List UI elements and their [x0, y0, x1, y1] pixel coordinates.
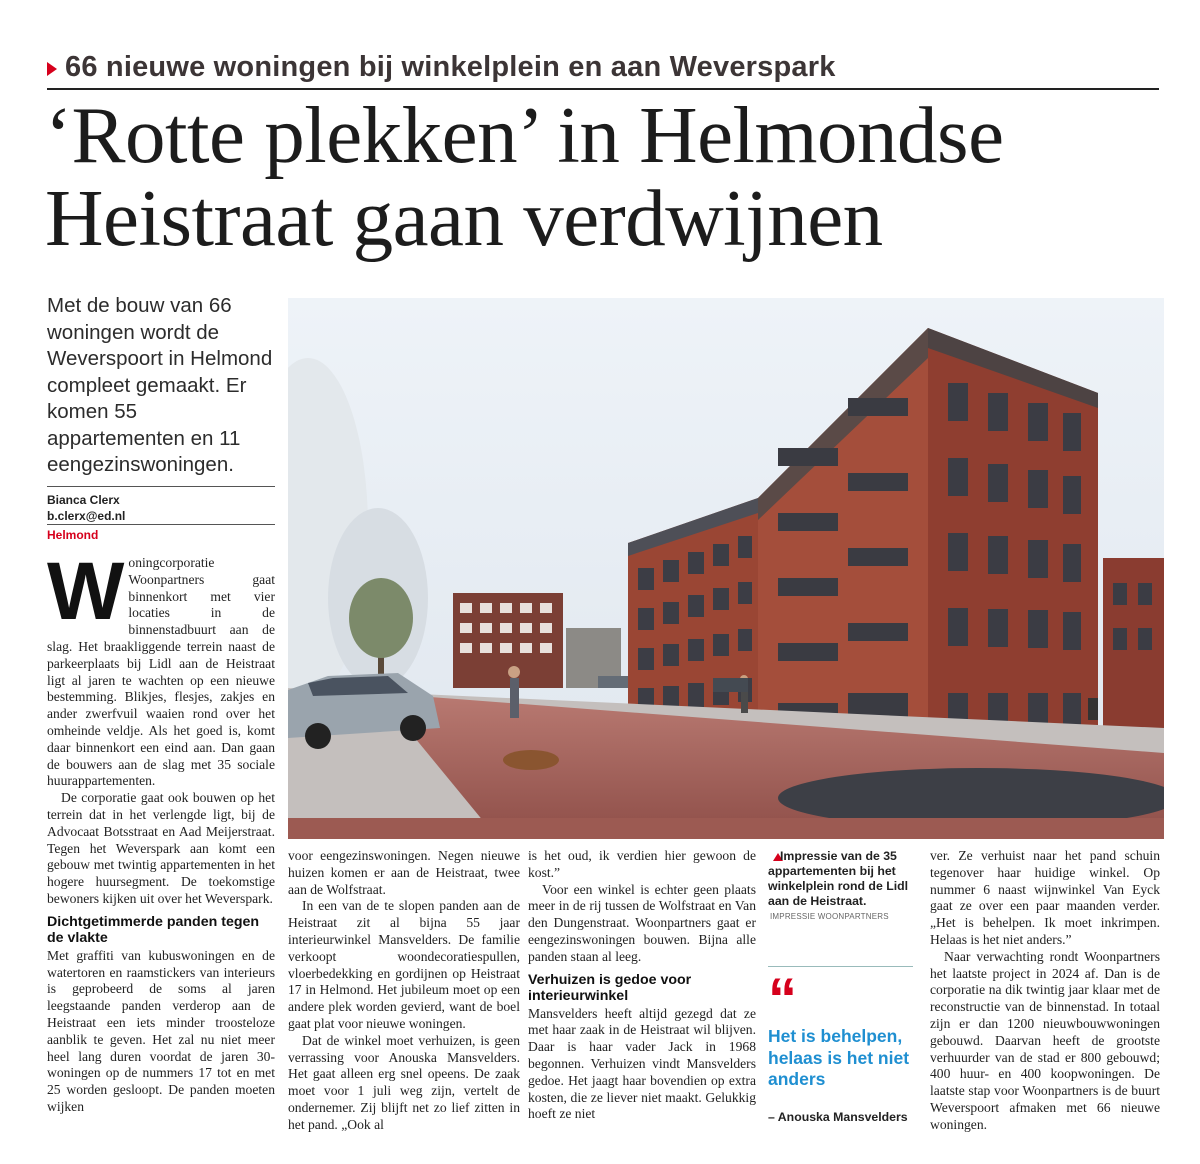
- column-1: [47, 546, 275, 1116]
- pull-quote-attribution: – Anouska Mansvelders: [768, 1110, 908, 1124]
- paragraph: In een van de te slopen panden aan de Heistraat zit al bijna 55 jaar interieurwinkel Mansvelders. De familie verkoopt woondecoratiespullen, vloerbedekking en gordijnen op Heistraat 17 in Helmond. Het jubileum moet op een andere plek worden gevierd, want de boel gaat plat voor nieuwe woningen.: [288, 898, 520, 1031]
- byline-divider: [47, 524, 275, 525]
- paragraph: Woningcorporatie Woonpartners gaat binnenkort met vier locaties in de binnenstadbuurt aan de slag. Het braakliggende terrein naast de parkeerplaats bij Lidl aan de Heistraat ligt al jaren te wachten op een nieuwe bestemming. Blikjes, flesjes, zakjes en ander zwerfvuil waaien rond over het omheinde veldje. Als het goed is, komt daar binnenkort een eind aan. Dan gaan de bouwers aan de slag met 35 sociale huurappartementen.: [47, 546, 275, 789]
- photo-caption: Impressie van de 35 appartementen bij het winkelplein rond de Lidl aan de Heistraat.: [768, 849, 909, 908]
- paragraph: Dat de winkel moet verhuizen, is geen verrassing voor Anouska Mansvelders. Het gaat alleen erg snel opeens. De zaak moet voor 1 juli weg zijn, vertelt de ondernemer. Zij blijft net zo lief zitten in het pand. „Ook al: [288, 1032, 520, 1132]
- dropcap: W: [47, 546, 125, 637]
- paragraph: Voor een winkel is echter geen plaats meer in de rij tussen de Wolfstraat en Van den Dungenstraat. Woonpartners gaat er eengezinswoningen bouwen. Bijna alle panden staan al leeg.: [528, 881, 756, 964]
- headline-line-2: Heistraat gaan verdwijnen: [45, 173, 883, 263]
- paragraph: Mansvelders heeft altijd gezegd dat ze met haar zaak in de Heistraat wil blijven. Daar is haar vader Jack in 1968 begonnen. Verhuizen vindt Mansvelders gedoe. Het jaagt haar bovendien op extra kosten, die ze liever niet maakt. Gelukkig hoeft ze niet: [528, 1005, 756, 1122]
- headline: [45, 90, 1165, 263]
- kicker: 66 nieuwe woningen bij winkelplein en aan Weverspark: [65, 51, 836, 83]
- paragraph: is het oud, ik verdien hier gewoon de kost.”: [528, 848, 756, 880]
- paragraph: Naar verwachting rondt Woonpartners het laatste project in 2024 af. Dan is de corporatie na dik twintig jaar klaar met de reconstructie van de binnenstad. In totaal zijn er dan 1200 nieuwbouwwoningen gebouwd. Daarvan heeft de grootste verhuurder van de stad er 800 gebouwd; 400 huur- en 400 koopwoningen. De laatste stap voor Woonpartners is de buurt Weverspoort afmaken met 66 nieuwe woningen.: [930, 948, 1160, 1132]
- paragraph: ver. Ze verhuist naar het pand schuin tegenover haar huidige winkel. Op nummer 6 naast wijnwinkel Van Eyck gaat ze over een paar maanden verder. „Het is behelpen. Ik moet inkrimpen. Helaas is het niet anders.”: [930, 848, 1160, 947]
- subhead: Dichtgetimmerde panden tegen de vlakte: [47, 913, 260, 946]
- architectural-impression-photo: [288, 298, 1164, 839]
- column-3: [528, 848, 756, 1123]
- intro-paragraph: Met de bouw van 66 woningen wordt de Weverspoort in Helmond compleet gemaakt. Er komen 55 appartementen en 11 eengezinswoningen.: [47, 294, 273, 476]
- kicker-bar: [47, 50, 1159, 90]
- paragraph: De corporatie gaat ook bouwen op het terrein dat in het verlengde ligt, bij de Advocaat Botsstraat en Aad Meijerstraat. Tegen het Weverspark aan komt een gebouw met twintig appartementen in het hogere huursegment. De toekomstige bewoners kijken uit over het Weverspark.: [47, 790, 275, 906]
- column-5: [930, 848, 1160, 1134]
- byline: [47, 492, 125, 524]
- intro-divider: [47, 486, 275, 487]
- headline-line-1: ‘Rotte plekken’ in Helmondse: [45, 90, 1004, 180]
- quote-mark-icon: “: [768, 967, 797, 1032]
- pull-quote: Het is behelpen, helaas is het niet anders: [768, 1026, 910, 1089]
- column-2: [288, 848, 520, 1134]
- photo-credit: IMPRESSIE WOONPARTNERS: [770, 912, 889, 921]
- paragraph: Met graffiti van kubuswoningen en de watertoren en raamstickers van interieurs is geprobeerd de soms al jaren leegstaande panden verderop aan de Heistraat een iets minder troosteloze aanblik te geven. Het zal nu niet meer heel lang duren voordat de jaren 30-woningen op de nummers 17 tot en met 25 worden gesloopt. De panden moeten wijken: [47, 947, 275, 1114]
- kicker-arrow-icon: [47, 62, 57, 76]
- paragraph: voor eengezinswoningen. Negen nieuwe huizen komen er aan de Heistraat, twee aan de Wolfstraat.: [288, 848, 520, 897]
- dateline-place: Helmond: [47, 528, 99, 542]
- byline-email[interactable]: b.clerx@ed.nl: [47, 509, 126, 523]
- subhead: Verhuizen is gedoe voor interieurwinkel: [528, 971, 692, 1004]
- byline-author: Bianca Clerx: [47, 493, 120, 507]
